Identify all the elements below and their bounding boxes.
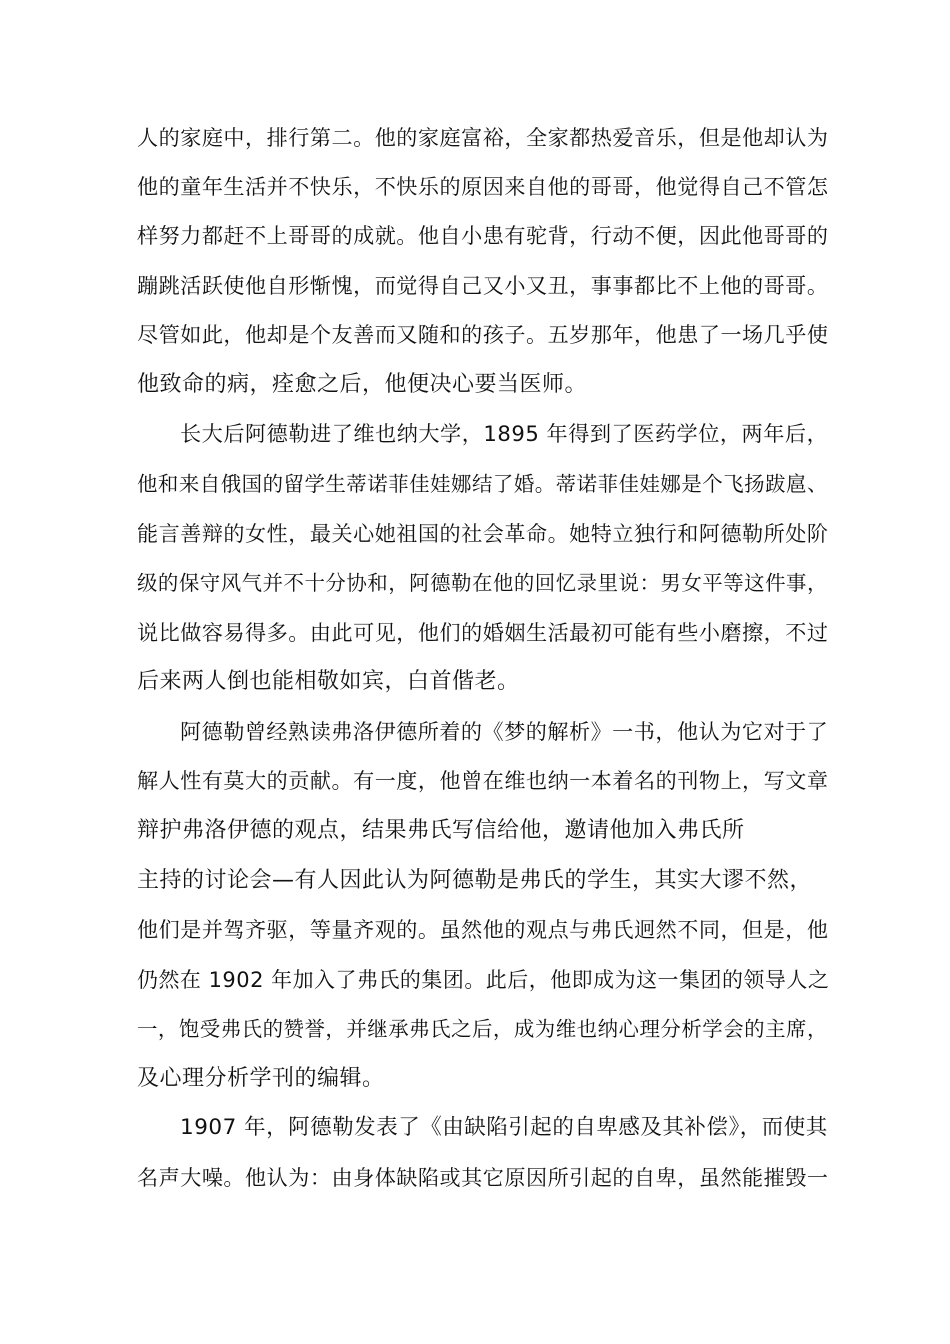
text-line: 名声大噪。他认为：由身体缺陷或其它原因所引起的自卑，虽然能摧毁一 xyxy=(137,1165,829,1190)
text-line: 说比做容易得多。由此可见，他们的婚姻生活最初可能有些小磨擦，不过 xyxy=(137,620,829,645)
text-line: 及心理分析学刊的编辑。 xyxy=(137,1066,385,1091)
text-line: 他们是并驾齐驱，等量齐观的。虽然他的观点与弗氏迥然不同，但是，他 xyxy=(137,917,829,942)
text-line: 主持的讨论会—有人因此认为阿德勒是弗氏的学生，其实大谬不然， xyxy=(137,868,813,893)
text-line: 1907 年，阿德勒发表了《由缺陷引起的自卑感及其补偿》，而使其 xyxy=(180,1115,828,1140)
text-line: 长大后阿德勒进了维也纳大学，1895 年得到了医药学位，两年后， xyxy=(180,421,829,446)
text-line: 一，饱受弗氏的赞誉，并继承弗氏之后，成为维也纳心理分析学会的主席， xyxy=(137,1017,828,1041)
text-line: 能言善辩的女性，最关心她祖国的社会革命。她特立独行和阿德勒所处阶 xyxy=(137,521,829,546)
text-line: 后来两人倒也能相敬如宾，白首偕老。 xyxy=(137,669,520,694)
text-line: 他致命的病，痊愈之后，他便决心要当医师。 xyxy=(137,372,588,397)
text-line: 尽管如此，他却是个友善而又随和的孩子。五岁那年，他患了一场几乎使 xyxy=(137,322,829,347)
text-line: 辩护弗洛伊德的观点，结果弗氏写信给他，邀请他加入弗氏所 xyxy=(137,818,745,843)
text-line: 人的家庭中，排行第二。他的家庭富裕，全家都热爱音乐，但是他却认为 xyxy=(137,125,829,150)
text-line: 他的童年生活并不快乐，不快乐的原因来自他的哥哥，他觉得自己不管怎 xyxy=(137,174,829,199)
text-line: 级的保守风气并不十分协和，阿德勒在他的回忆录里说：男女平等这件事， xyxy=(137,571,828,595)
text-line: 蹦跳活跃使他自形惭愧，而觉得自己又小又丑，事事都比不上他的哥哥。 xyxy=(137,273,829,298)
text-line: 样努力都赶不上哥哥的成就。他自小患有驼背，行动不便，因此他哥哥的 xyxy=(137,223,829,248)
text-line: 仍然在 1902 年加入了弗氏的集团。此后，他即成为这一集团的领导人之 xyxy=(137,968,830,992)
text-line: 他和来自俄国的留学生蒂诺菲佳娃娜结了婚。蒂诺菲佳娃娜是个飞扬跋扈、 xyxy=(137,472,828,496)
text-line: 解人性有莫大的贡献。有一度，他曾在维也纳一本着名的刊物上，写文章 xyxy=(137,768,829,793)
text-line: 阿德勒曾经熟读弗洛伊德所着的《梦的解析》一书，他认为它对于了 xyxy=(180,719,829,744)
